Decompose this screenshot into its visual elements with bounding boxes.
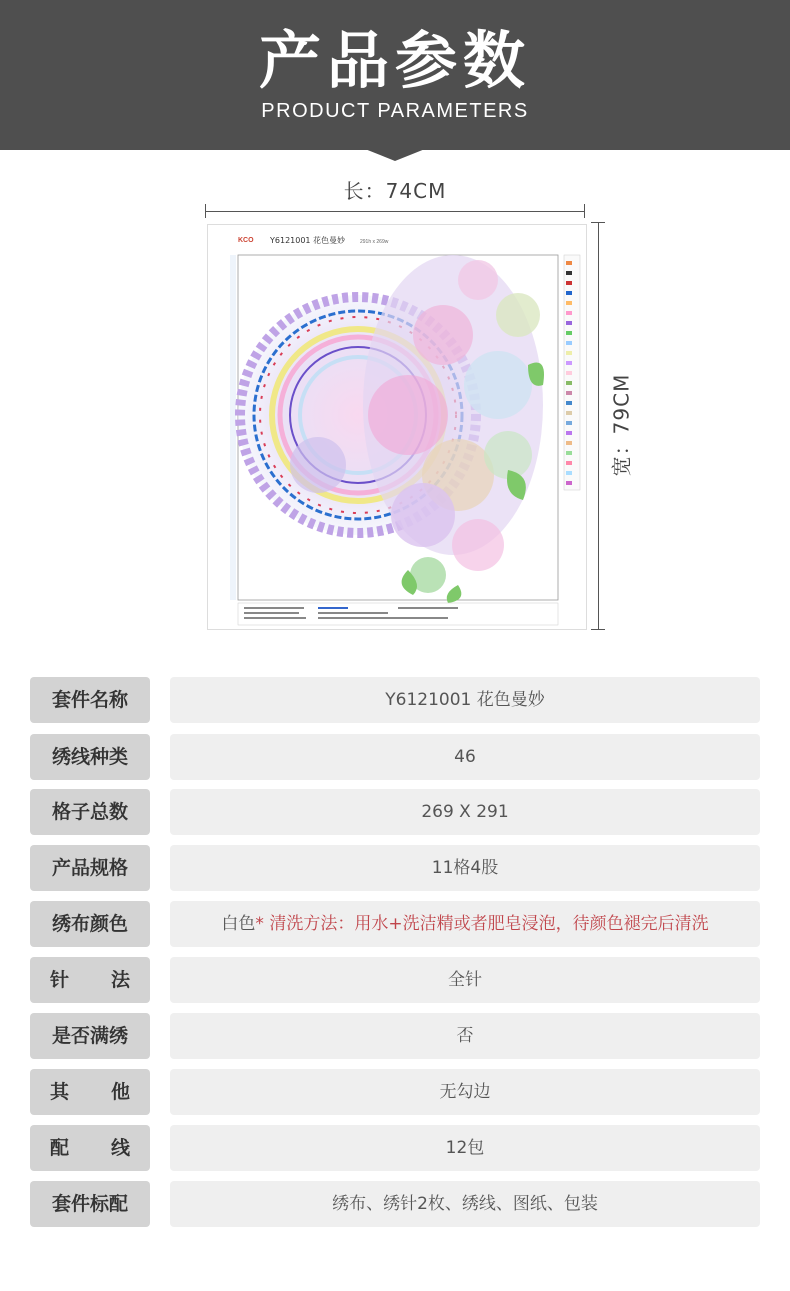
param-label-part: 他 [110,1081,130,1103]
param-value: 46 [170,734,760,780]
param-label [30,957,150,1003]
param-label-part: 法 [110,969,130,991]
param-value [170,901,760,947]
param-label: 产品规格 [30,845,150,891]
param-row-spec [30,845,760,891]
param-value: 否 [170,1013,760,1059]
width-tick-top [591,222,605,223]
page-subtitle: PRODUCT PARAMETERS [261,100,529,122]
param-row-stitch [30,957,760,1003]
param-label-part: 其 [50,1081,70,1103]
param-label: 绣线种类 [30,734,150,780]
param-row-kit-name [30,677,760,723]
param-value: 全针 [170,957,760,1003]
param-label: 是否满绣 [30,1013,150,1059]
param-value: 绣布、绣针2枚、绣线、图纸、包装 [170,1181,760,1227]
param-label: 绣布颜色 [30,901,150,947]
pattern-size-note: 291h x 269w [360,239,389,245]
width-label: 宽：79CM [609,373,634,477]
param-label: 套件名称 [30,677,150,723]
param-value: 无勾边 [170,1069,760,1115]
pattern-code-title: Y6121001 花色曼妙 [270,236,346,245]
param-label-part: 线 [110,1137,130,1159]
param-row-grid-count [30,789,760,835]
length-tick-left [205,204,206,218]
title-part-1: 产品 [258,24,395,97]
page-title [0,22,790,100]
header-notch [365,149,425,161]
fabric-color-value: 白色 [221,914,256,934]
length-line [205,211,585,212]
width-tick-bottom [591,629,605,630]
param-row-fabric-color [30,901,760,947]
param-row-kit-contents [30,1181,760,1227]
param-label: 格子总数 [30,789,150,835]
pattern-sheet-image [207,224,587,630]
param-row-thread-packs [30,1125,760,1171]
header-banner [0,0,790,150]
param-label-part: 配 [50,1137,70,1159]
length-label: 长：74CM [343,179,447,203]
title-highlight [395,22,531,100]
param-label-part: 针 [50,969,70,991]
param-label [30,1069,150,1115]
param-row-other [30,1069,760,1115]
width-line [598,222,599,630]
title-part-2: 参数 [395,24,532,97]
param-row-thread-types [30,734,760,780]
pattern-artwork [208,225,586,629]
param-value: 269 X 291 [170,789,760,835]
pattern-logo: KCO [238,237,254,244]
param-label: 套件标配 [30,1181,150,1227]
param-value: 12包 [170,1125,760,1171]
param-row-full-embroidery [30,1013,760,1059]
param-label [30,1125,150,1171]
length-tick-right [584,204,585,218]
param-value: Y6121001 花色曼妙 [170,677,760,723]
param-value: 11格4股 [170,845,760,891]
washing-note: * 清洗方法：用水+洗洁精或者肥皂浸泡，待颜色褪完后清洗 [255,914,709,934]
